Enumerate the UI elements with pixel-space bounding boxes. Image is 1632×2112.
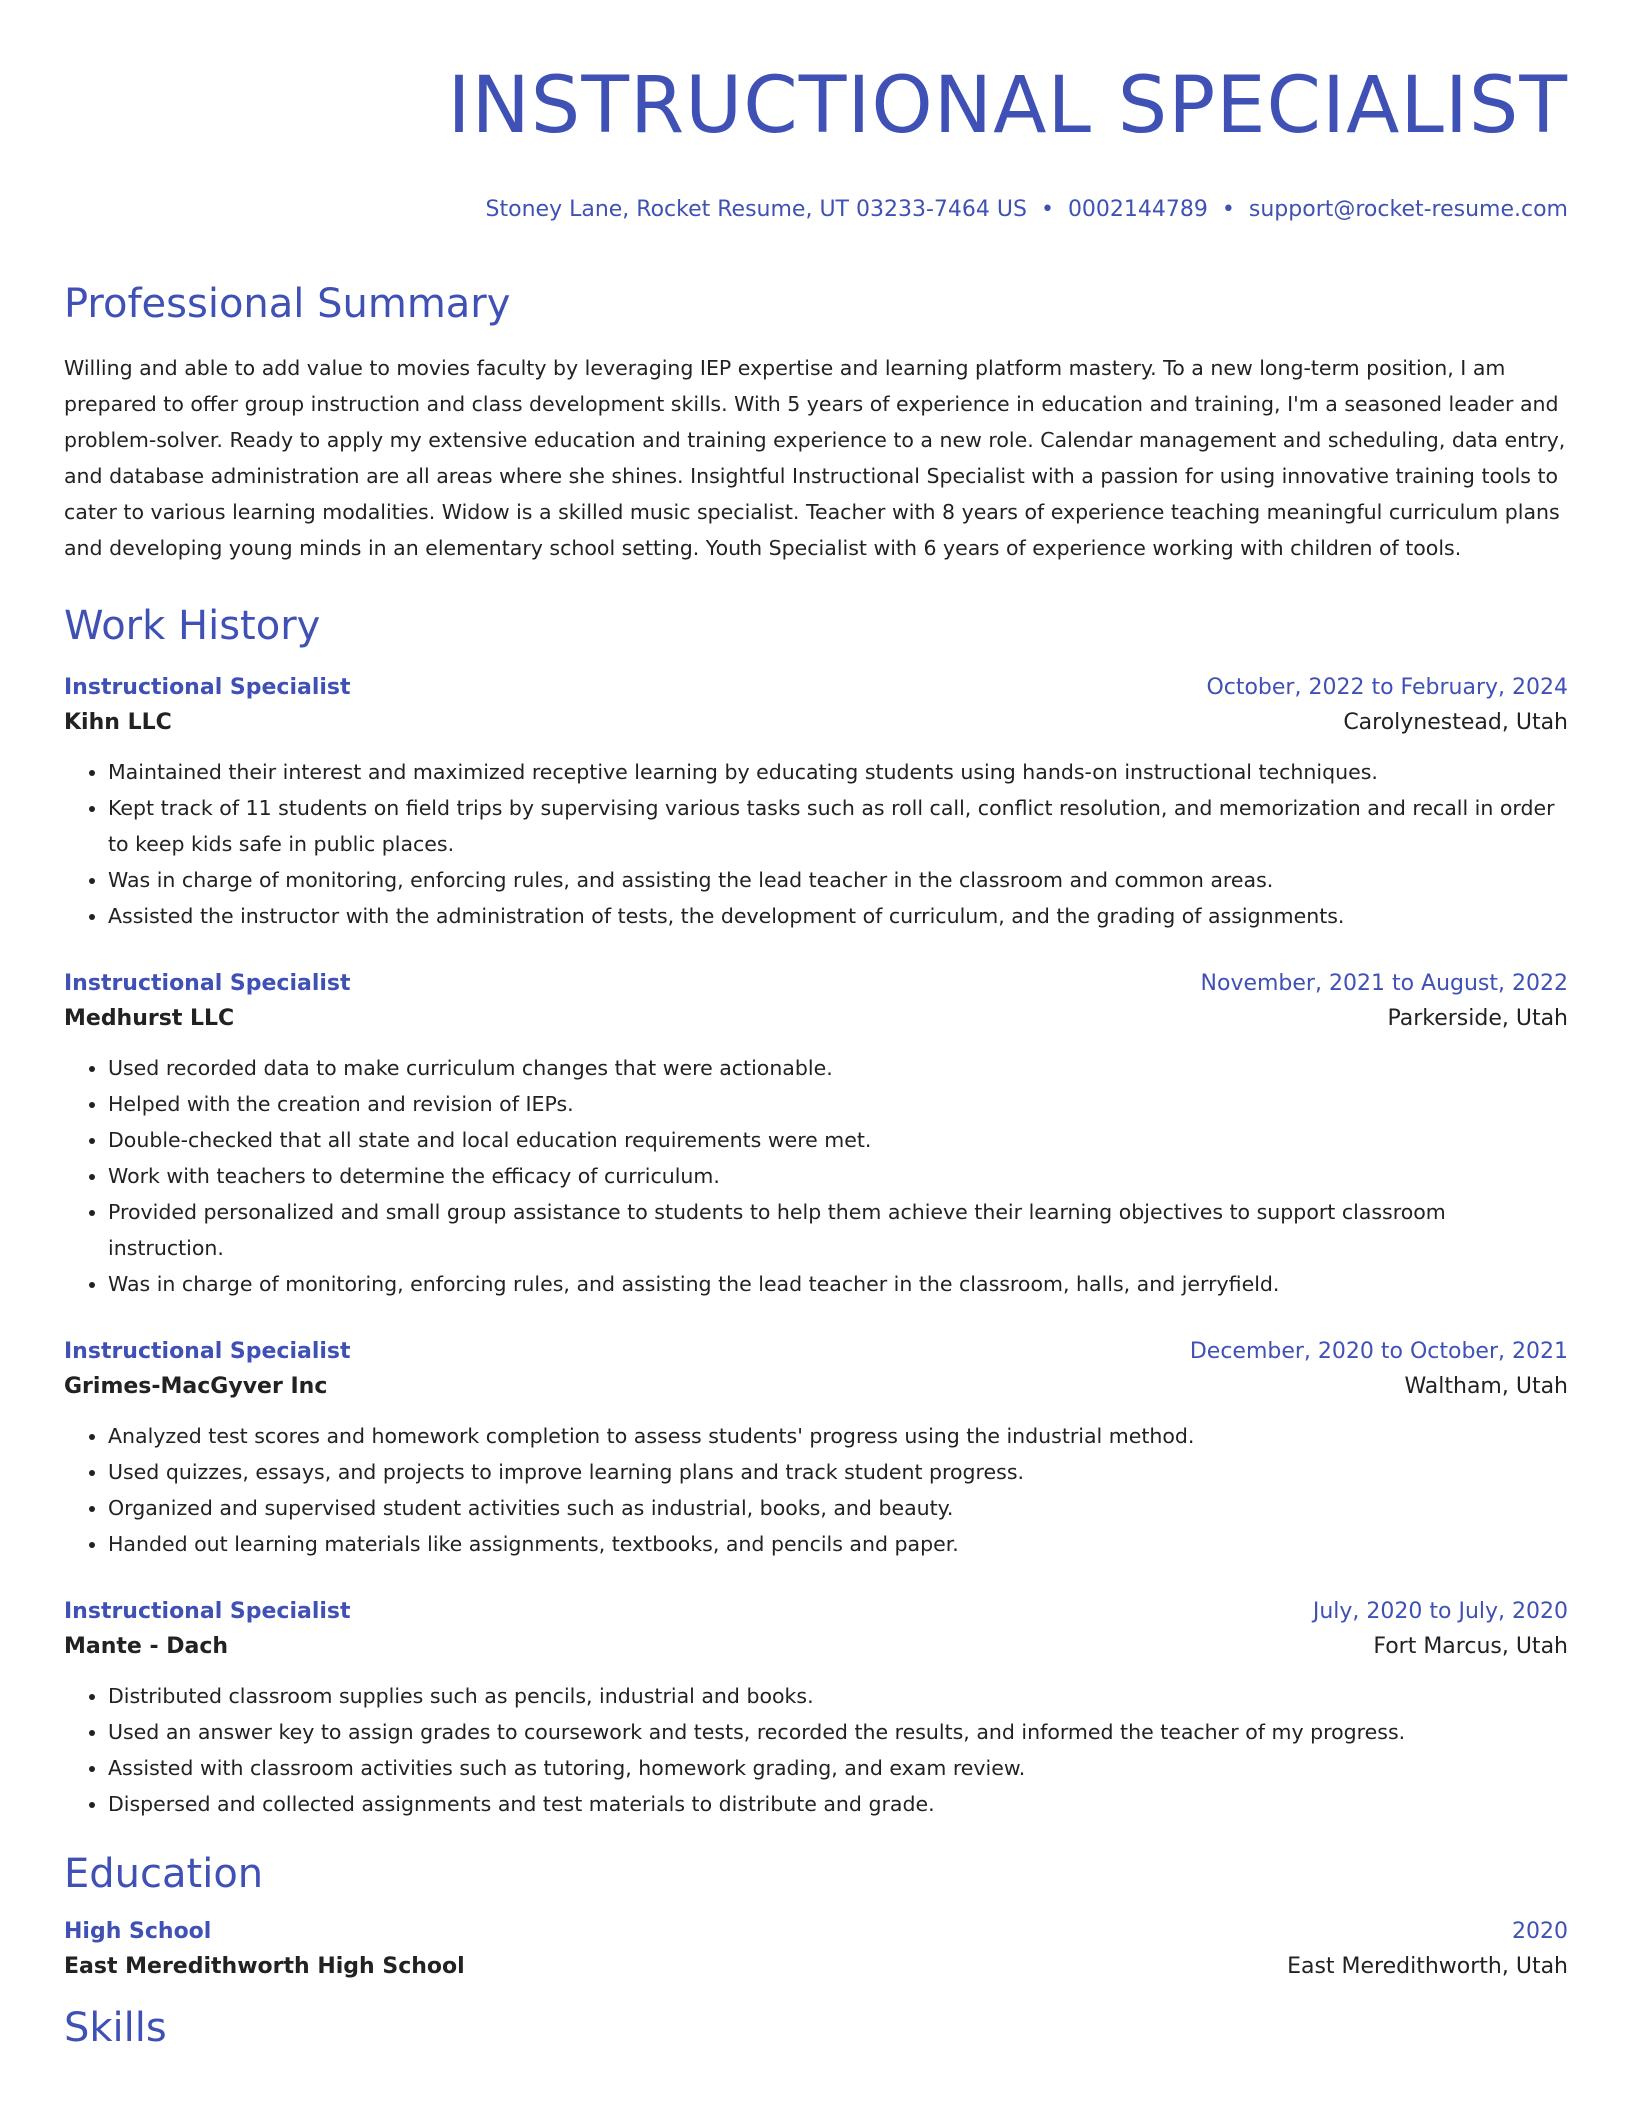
resume-title: INSTRUCTIONAL SPECIALIST [447, 61, 1568, 151]
job-company-row [64, 704, 1568, 742]
job-title: Instructional Specialist [64, 675, 351, 700]
job-location: Waltham, Utah [1404, 1374, 1568, 1399]
job-entry [64, 1596, 1568, 1822]
education-school-row [64, 1948, 1568, 1986]
education-section [64, 1848, 1568, 1986]
contact-separator: • [1221, 197, 1235, 222]
list-item: • Was in charge of monitoring, enforcing rules, and assisting the lead teacher in the classroom, halls, and jerryfield. [108, 1266, 1568, 1302]
professional-summary-section [64, 278, 1568, 566]
list-item: • Assisted with classroom activities such as tutoring, homework grading, and exam review. [108, 1750, 1568, 1786]
work-history-section [64, 600, 1568, 1822]
section-heading: Professional Summary [64, 281, 511, 327]
education-entry [64, 1916, 1568, 1986]
contact-separator: • [1040, 197, 1054, 222]
resume-header [64, 0, 1568, 226]
job-dates: November, 2021 to August, 2022 [1200, 971, 1568, 996]
job-title: Instructional Specialist [64, 1599, 351, 1624]
list-item: • Organized and supervised student activities such as industrial, books, and beauty. [108, 1490, 1568, 1526]
job-bullets [64, 1050, 1568, 1302]
summary-text: Willing and able to add value to movies faculty by leveraging IEP expertise and learning platform mastery. To a new long-term position, I am prepared to offer group instruction and class development skills. With 5 years of experience in education and training, I'm a seasoned leader and problem-solver. Ready to apply my extensive education and training experience to a new role. Calendar management and scheduling, data entry, and database administration are all areas where she shines. Insightful Instructional Specialist with a passion for using innovative training tools to cater to various learning modalities. Widow is a skilled music specialist. Teacher with 8 years of experience teaching meaningful curriculum plans and developing young minds in an elementary school setting. Youth Specialist with 6 years of experience working with children of tools. [64, 356, 1566, 560]
job-company-row [64, 1368, 1568, 1406]
list-item: • Analyzed test scores and homework completion to assess students' progress using the industrial method. [108, 1418, 1568, 1454]
job-company: Grimes-MacGyver Inc [64, 1374, 328, 1399]
skills-section [64, 2002, 1568, 2054]
contact-address: Stoney Lane, Rocket Resume, UT 03233-7464 US [485, 197, 1027, 222]
job-entry [64, 672, 1568, 934]
contact-email: support@rocket-resume.com [1248, 197, 1568, 222]
section-heading: Skills [64, 2005, 167, 2051]
job-entry [64, 968, 1568, 1302]
education-year: 2020 [1512, 1919, 1568, 1944]
education-location: East Meredithworth, Utah [1287, 1954, 1568, 1979]
list-item: • Helped with the creation and revision of IEPs. [108, 1086, 1568, 1122]
list-item: • Dispersed and collected assignments and test materials to distribute and grade. [108, 1786, 1568, 1822]
contact-line [64, 194, 1568, 226]
list-item: • Provided personalized and small group assistance to students to help them achieve their learning objectives to support classroom instruction. [108, 1194, 1568, 1266]
job-title-row [64, 968, 1568, 1000]
list-item: • Was in charge of monitoring, enforcing rules, and assisting the lead teacher in the classroom and common areas. [108, 862, 1568, 898]
job-bullets [64, 1418, 1568, 1562]
list-item: • Distributed classroom supplies such as pencils, industrial and books. [108, 1678, 1568, 1714]
education-degree: High School [64, 1919, 212, 1944]
list-item: • Double-checked that all state and local education requirements were met. [108, 1122, 1568, 1158]
list-item: • Kept track of 11 students on field trips by supervising various tasks such as roll call, conflict resolution, and memorization and recall in order to keep kids safe in public places. [108, 790, 1568, 862]
list-item: • Used an answer key to assign grades to coursework and tests, recorded the results, and informed the teacher of my progress. [108, 1714, 1568, 1750]
list-item: • Used quizzes, essays, and projects to improve learning plans and track student progress. [108, 1454, 1568, 1490]
job-company: Mante - Dach [64, 1634, 229, 1659]
list-item: • Assisted the instructor with the administration of tests, the development of curriculum, and the grading of assignments. [108, 898, 1568, 934]
list-item: • Work with teachers to determine the efficacy of curriculum. [108, 1158, 1568, 1194]
job-company-row [64, 1000, 1568, 1038]
contact-phone: 0002144789 [1067, 197, 1208, 222]
job-bullets [64, 1678, 1568, 1822]
job-dates: October, 2022 to February, 2024 [1206, 675, 1568, 700]
job-bullets [64, 754, 1568, 934]
education-school: East Meredithworth High School [64, 1954, 465, 1979]
list-item: • Maintained their interest and maximized receptive learning by educating students using hands-on instructional techniques. [108, 754, 1568, 790]
list-item: • Used recorded data to make curriculum changes that were actionable. [108, 1050, 1568, 1086]
job-company: Medhurst LLC [64, 1006, 235, 1031]
job-location: Parkerside, Utah [1387, 1006, 1568, 1031]
job-dates: July, 2020 to July, 2020 [1312, 1599, 1568, 1624]
job-location: Fort Marcus, Utah [1373, 1634, 1568, 1659]
job-entry [64, 1336, 1568, 1562]
education-degree-row [64, 1916, 1568, 1948]
job-title-row [64, 672, 1568, 704]
job-dates: December, 2020 to October, 2021 [1189, 1339, 1568, 1364]
list-item: • Handed out learning materials like assignments, textbooks, and pencils and paper. [108, 1526, 1568, 1562]
job-company: Kihn LLC [64, 710, 172, 735]
section-heading: Education [64, 1851, 264, 1897]
job-title: Instructional Specialist [64, 971, 351, 996]
job-location: Carolynestead, Utah [1343, 710, 1568, 735]
section-heading: Work History [64, 603, 321, 649]
job-company-row [64, 1628, 1568, 1666]
job-title-row [64, 1596, 1568, 1628]
job-title: Instructional Specialist [64, 1339, 351, 1364]
job-title-row [64, 1336, 1568, 1368]
